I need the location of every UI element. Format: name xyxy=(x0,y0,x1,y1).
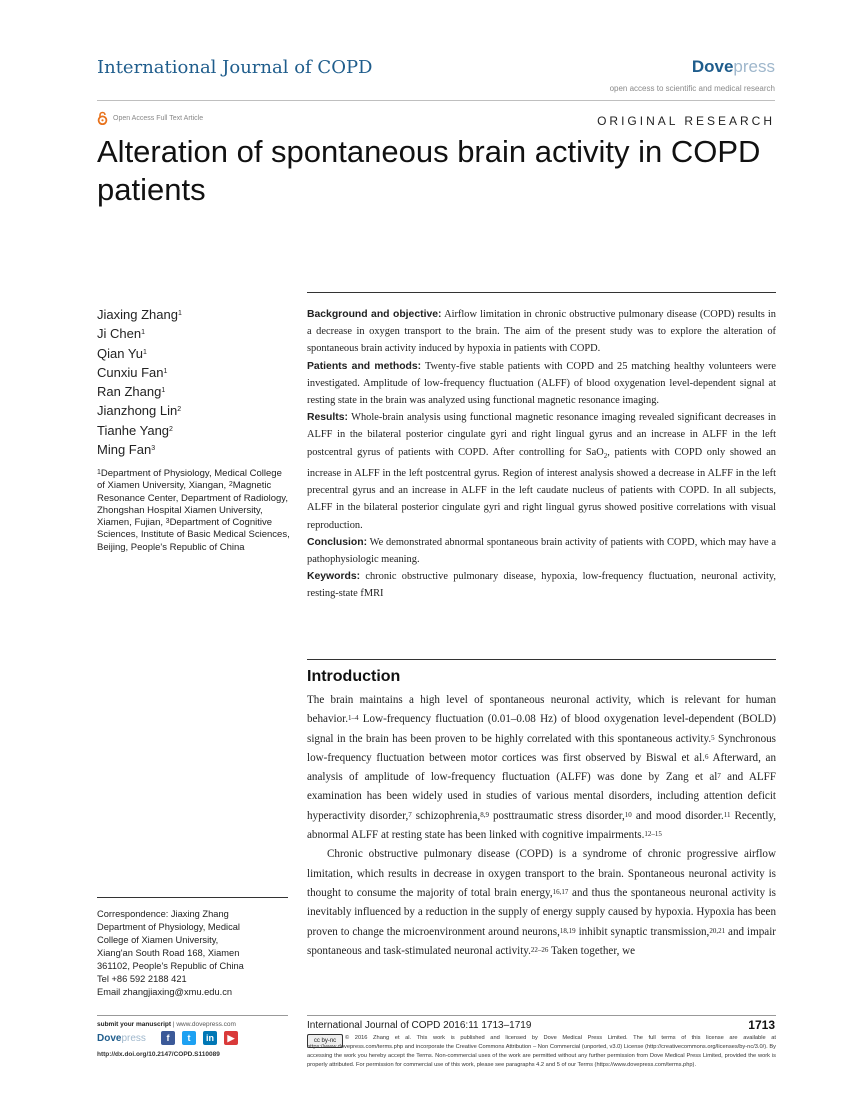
author: Qian Yu$^1$ xyxy=(97,345,147,361)
abstract-bottom-rule xyxy=(307,659,776,660)
abstract-conclusion: Conclusion: We demonstrated abnormal spontaneous brain activity of patients with COPD, which may have a pathophysiologic meaning. xyxy=(307,536,776,565)
author: Ji Chen$^1$ xyxy=(97,326,145,342)
page-number: 1713 xyxy=(748,1018,775,1032)
affiliations: $^1$Department of Physiology, Medical College of Xiamen University, Xiangan, $^2$Magnetic Resonance Center, Department of Radiology, Zhongshan Hospital Xiamen University, Xiamen, Fujian, $^3$Department of Cognitive Sciences, Institute of Basic Medical Sciences, Beijing, People's Republic of China xyxy=(97,468,290,553)
twitter-icon[interactable]: t xyxy=(182,1031,196,1045)
correspondence xyxy=(97,908,297,999)
introduction-body xyxy=(307,691,776,961)
abstract-methods: Patients and methods: Twenty-five stable patients with COPD and 25 matching healthy volunteers were investigated. Amplitude of low-frequency fluctuation (ALFF) of blood oxygenation level-dependent signal at resting state in the brain was analyzed using functional magnetic resonance imaging. xyxy=(307,360,776,407)
facebook-icon[interactable]: f xyxy=(161,1031,175,1045)
correspondence-line: Department of Physiology, Medical xyxy=(97,922,240,932)
abstract-background: Background and objective: Airflow limitation in chronic obstructive pulmonary disease (COPD) results in a decrease in oxygen transport to the brain. The aim of the present study was to explore the alteration of spontaneous brain activity induced by hypoxia in patients with COPD. xyxy=(307,309,776,355)
correspondence-line: Correspondence: Jiaxing Zhang xyxy=(97,909,229,919)
journal-name: International Journal of COPD xyxy=(97,57,373,78)
author: Cunxiu Fan$^1$ xyxy=(97,364,168,380)
open-access-lock-icon xyxy=(97,111,108,125)
abstract xyxy=(307,306,776,603)
correspondence-email[interactable]: Email zhangjiaxing@xmu.edu.cn xyxy=(97,987,233,997)
youtube-icon[interactable]: ▶ xyxy=(224,1031,238,1045)
author: Jianzhong Lin$^2$ xyxy=(97,403,182,419)
author: Ran Zhang$^1$ xyxy=(97,384,166,400)
correspondence-rule xyxy=(97,897,288,898)
author: Ming Fan$^3$ xyxy=(97,442,156,458)
footer-rule-right xyxy=(307,1015,776,1016)
introduction-heading: Introduction xyxy=(307,668,401,685)
correspondence-line: 361102, People's Republic of China xyxy=(97,961,244,971)
footer-dovepress-logo: Dovepress xyxy=(97,1033,146,1044)
creative-commons-badge[interactable]: cc by-nc xyxy=(307,1034,343,1048)
author: Jiaxing Zhang$^1$ xyxy=(97,307,182,322)
doi-link[interactable]: http://dx.doi.org/10.2147/COPD.S110089 xyxy=(97,1051,220,1058)
abstract-top-rule xyxy=(307,292,776,293)
publisher-tagline: open access to scientific and medical research xyxy=(609,84,775,93)
correspondence-line: College of Xiamen University, xyxy=(97,935,219,945)
linkedin-icon[interactable]: in xyxy=(203,1031,217,1045)
license-text: © 2016 Zhang et al. This work is published and licensed by Dove Medical Press Limited. The full terms of this license are available at https://www.dovepress.com/terms.php and incorporate the Creative Commons Attribution – Non Commercial (unported, v3.0) License (http://creativecommons.org/licenses/by-nc/3.0/). By accessing the work you hereby accept the Terms. Non-commercial uses of the work are permitted without any further permission from Dove Medical Press Limited, provided the work is properly attributed. For permission for commercial use of this work, please see paragraphs 4.2 and 5 of our Terms (https://www.dovepress.com/terms.php). xyxy=(307,1035,776,1068)
article-type: ORIGINAL RESEARCH xyxy=(597,114,775,128)
correspondence-line: Tel +86 592 2188 421 xyxy=(97,974,187,984)
keywords: Keywords: chronic obstructive pulmonary disease, hypoxia, low-frequency fluctuation, neuronal activity, resting-state fMRI xyxy=(307,571,776,600)
brand-dove: Dove xyxy=(691,57,734,76)
abstract-results: Results: Whole-brain analysis using functional magnetic resonance imaging revealed significant decreases in ALFF in the bilateral posterior cingulate gyri and right lingual gyrus and an increase in ALFF in the left postcentral gyrus of patients with COPD. After controlling for SaO$_2$, patients with COPD only showed an increase in ALFF in the left postcentral gyrus. Region of interest analysis showed a decrease in ALFF in the left precentral gyrus and an increase in ALFF in the left caudate nucleus of patients with COPD. In all subjects, ALFF in the bilateral posterior cingulate gyri and right lingual gyrus showed positive correlations with visual reproduction. xyxy=(307,412,776,531)
author-list xyxy=(97,305,182,459)
intro-paragraph: The brain maintains a high level of spontaneous neuronal activity, which is relevant for human behavior.$^{1-4}$ Low-frequency fluctuation (0.01–0.08 Hz) of blood oxygenation level-dependent (BOLD) signal in the brain has been proven to be highly correlated with this spontaneous activity.$^5$ Synchronous low-frequency fluctuation between motor cortices was first observed by Biswal et al.$^6$ Afterward, an analysis of amplitude of low-frequency fluctuation (ALFF) was done by Zang et $al^7$ and ALFF examination has been widely used in studies of various mental disorders, including attention deficit hyperactivity disorder,$^7$ schizophrenia,$^{8,9}$ posttraumatic stress disorder,$^{10}$ and mood disorder.$^{11}$ Recently, abnormal ALFF at resting state has been linked with cognitive impairments.$^{12-15}$ xyxy=(307,694,777,842)
article-title: Alteration of spontaneous brain activity in COPD patients xyxy=(97,134,761,207)
author: Tianhe Yang$^2$ xyxy=(97,422,173,438)
correspondence-line: Xiang'an South Road 168, Xiamen xyxy=(97,948,240,958)
footer-rule-left xyxy=(97,1015,288,1016)
submit-manuscript-link[interactable]: submit your manuscript | www.dovepress.com xyxy=(97,1021,236,1028)
brand-press: press xyxy=(733,57,775,76)
header-divider xyxy=(97,100,775,101)
open-access-label: Open Access Full Text Article xyxy=(113,115,204,122)
journal-citation: International Journal of COPD 2016:11 1713–1719 xyxy=(307,1020,532,1031)
dovepress-logo xyxy=(692,57,775,77)
intro-paragraph: Chronic obstructive pulmonary disease (COPD) is a syndrome of chronic progressive airflow limitation, which results in decrease in oxygen transport to the brain. Spontaneous neuronal activity is thought to consume the majority of total brain energy,$^{16,17}$ and thus the spontaneous neuronal activity is inevitably influenced by a reduction in the supply of energy supply caused by hypoxia. Hypoxia has been proven to change the microenvironment around neurons,$^{18,19}$ inhibit synaptic transmission,$^{20,21}$ and impair spontaneous and task-stimulated neuronal activity.$^{22-26}$ Taken together, we xyxy=(307,848,776,957)
